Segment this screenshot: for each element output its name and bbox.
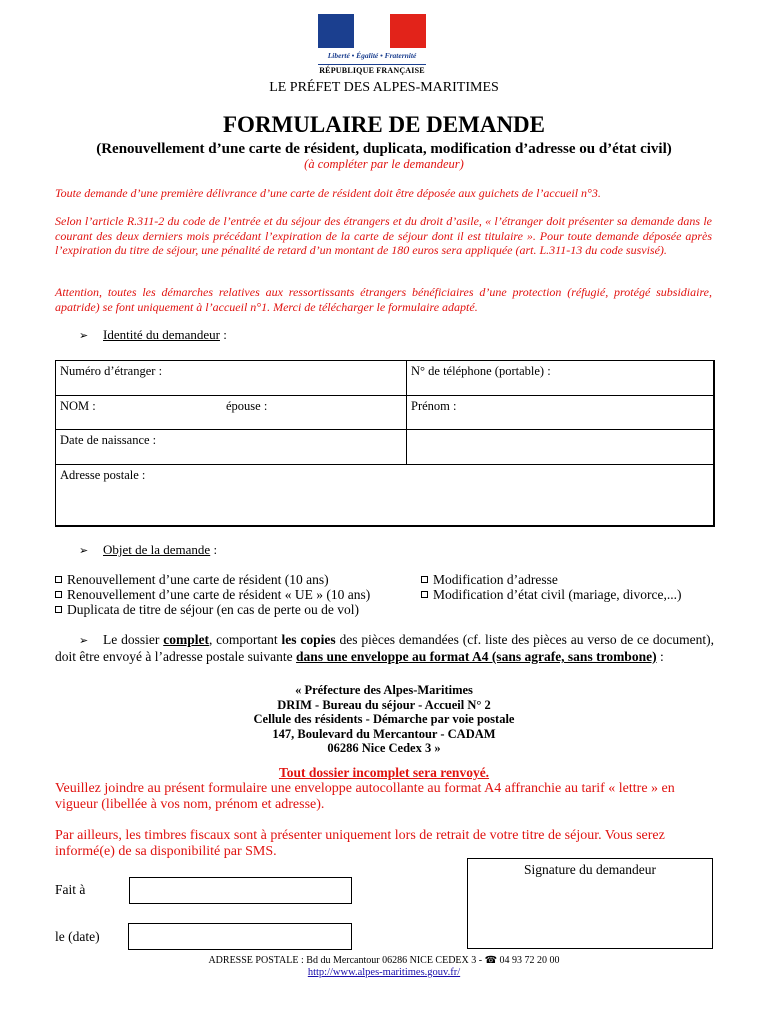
checkbox-icon[interactable] bbox=[421, 591, 428, 598]
fait-a-input[interactable] bbox=[129, 877, 352, 904]
checkbox-modification-adresse[interactable]: Modification d’adresse bbox=[421, 572, 558, 588]
empty-field[interactable] bbox=[406, 429, 715, 465]
arrow-bullet-icon: ➢ bbox=[79, 329, 89, 342]
republique-logo bbox=[318, 14, 426, 74]
checkbox-renouvellement[interactable]: Renouvellement d’une carte de résident (10 ans) bbox=[55, 572, 329, 588]
arrow-bullet-icon: ➢ bbox=[79, 634, 89, 647]
checkbox-icon[interactable] bbox=[421, 576, 428, 583]
incomplete-warning: Tout dossier incomplet sera renvoyé. bbox=[278, 765, 490, 780]
prenom-field[interactable]: Prénom : bbox=[406, 395, 715, 430]
date-naissance-field[interactable]: Date de naissance : bbox=[55, 429, 407, 465]
numero-etranger-field[interactable]: Numéro d’étranger : bbox=[55, 360, 407, 396]
objet-heading: ➢ Objet de la demande : bbox=[79, 542, 218, 557]
intro-paragraph-1: Toute demande d’une première délivrance d’une carte de résident doit être déposée aux guichets de l’accueil n°3. bbox=[55, 186, 601, 200]
footer-link[interactable]: http://www.alpes-maritimes.gouv.fr/ bbox=[307, 967, 461, 978]
intro-paragraph-3: Attention, toutes les démarches relatives aux ressortissants étrangers bénéficiaires d’une protection (réfugié, protégé subsidiaire, apatride) se font uniquement à l’accueil n°1. Merci de télécharger le formulaire adapté. bbox=[55, 285, 712, 314]
signature-box[interactable] bbox=[467, 858, 713, 949]
footer-address: ADRESSE POSTALE : Bd du Mercantour 06286 NICE CEDEX 3 - ☎ 04 93 72 20 00 bbox=[208, 955, 560, 966]
date-label: le (date) bbox=[55, 929, 100, 944]
checkbox-icon[interactable] bbox=[55, 576, 62, 583]
adresse-postale-field[interactable]: Adresse postale : bbox=[55, 464, 715, 527]
checkbox-duplicata[interactable]: Duplicata de titre de séjour (en cas de perte ou de vol) bbox=[55, 602, 359, 618]
postal-address-block: « Préfecture des Alpes-Maritimes DRIM - Bureau du séjour - Accueil N° 2 Cellule des résidents - Démarche par voie postale 147, Boulevard du Mercantour - CADAM 06286 Nice Cedex 3 » bbox=[253, 683, 515, 756]
tricolor-flag-icon bbox=[318, 14, 426, 48]
checkbox-renouvellement-ue[interactable]: Renouvellement d’une carte de résident « UE » (10 ans) bbox=[55, 587, 370, 603]
page-subtitle: (Renouvellement d’une carte de résident, duplicata, modification d’adresse ou d’état civil) bbox=[96, 141, 672, 157]
dossier-paragraph: ➢ Le dossier complet, comportant les copies des pièces demandées (cf. liste des pièces au verso de ce document), doit être envoyé à l’adresse postale suivante dans une enveloppe au format A4 (sans agrafe, sans trombone) : bbox=[55, 632, 714, 664]
checkbox-icon[interactable] bbox=[55, 591, 62, 598]
envelope-instruction: Veuillez joindre au présent formulaire une enveloppe autocollante au format A4 affranchie au tarif « lettre » en vigueur (libellée à vos nom, prénom et adresse). bbox=[55, 781, 675, 812]
arrow-bullet-icon: ➢ bbox=[79, 544, 89, 557]
checkbox-icon[interactable] bbox=[55, 606, 62, 613]
fill-note: (à compléter par le demandeur) bbox=[304, 157, 464, 171]
signature-label: Signature du demandeur bbox=[524, 862, 656, 877]
intro-paragraph-2: Selon l’article R.311-2 du code de l’entrée et du séjour des étrangers et du droit d’asile, « l’étranger doit présenter sa demande dans le courant des deux derniers mois précédant l’expiration de la carte de séjour dont il est titulaire ». Pour toute demande déposée après l’expiration du titre de séjour, une pénalité de retard d’un montant de 180 euros sera appliquée (art. L.311-13 du code susvisé). bbox=[55, 214, 712, 257]
stamps-instruction: Par ailleurs, les timbres fiscaux sont à présenter uniquement lors de retrait de votre titre de séjour. Vous serez informé(e) de sa disponibilité par SMS. bbox=[55, 828, 665, 859]
fait-label: Fait à bbox=[55, 882, 86, 897]
identity-table bbox=[55, 360, 714, 526]
identity-heading: ➢ Identité du demandeur : bbox=[79, 327, 227, 342]
checkbox-modification-etat-civil[interactable]: Modification d’état civil (mariage, divorce,...) bbox=[421, 587, 682, 603]
page-title: FORMULAIRE DE DEMANDE bbox=[223, 112, 545, 137]
nom-field[interactable]: NOM : épouse : bbox=[55, 395, 407, 430]
logo-motto: Liberté • Égalité • Fraternité bbox=[327, 51, 417, 60]
logo-republic: RÉPUBLIQUE FRANÇAISE bbox=[319, 66, 425, 75]
date-input[interactable] bbox=[128, 923, 352, 950]
prefet-heading: LE PRÉFET DES ALPES-MARITIMES bbox=[269, 80, 499, 95]
telephone-field[interactable]: N° de téléphone (portable) : bbox=[406, 360, 715, 396]
epouse-label: épouse : bbox=[226, 399, 268, 413]
